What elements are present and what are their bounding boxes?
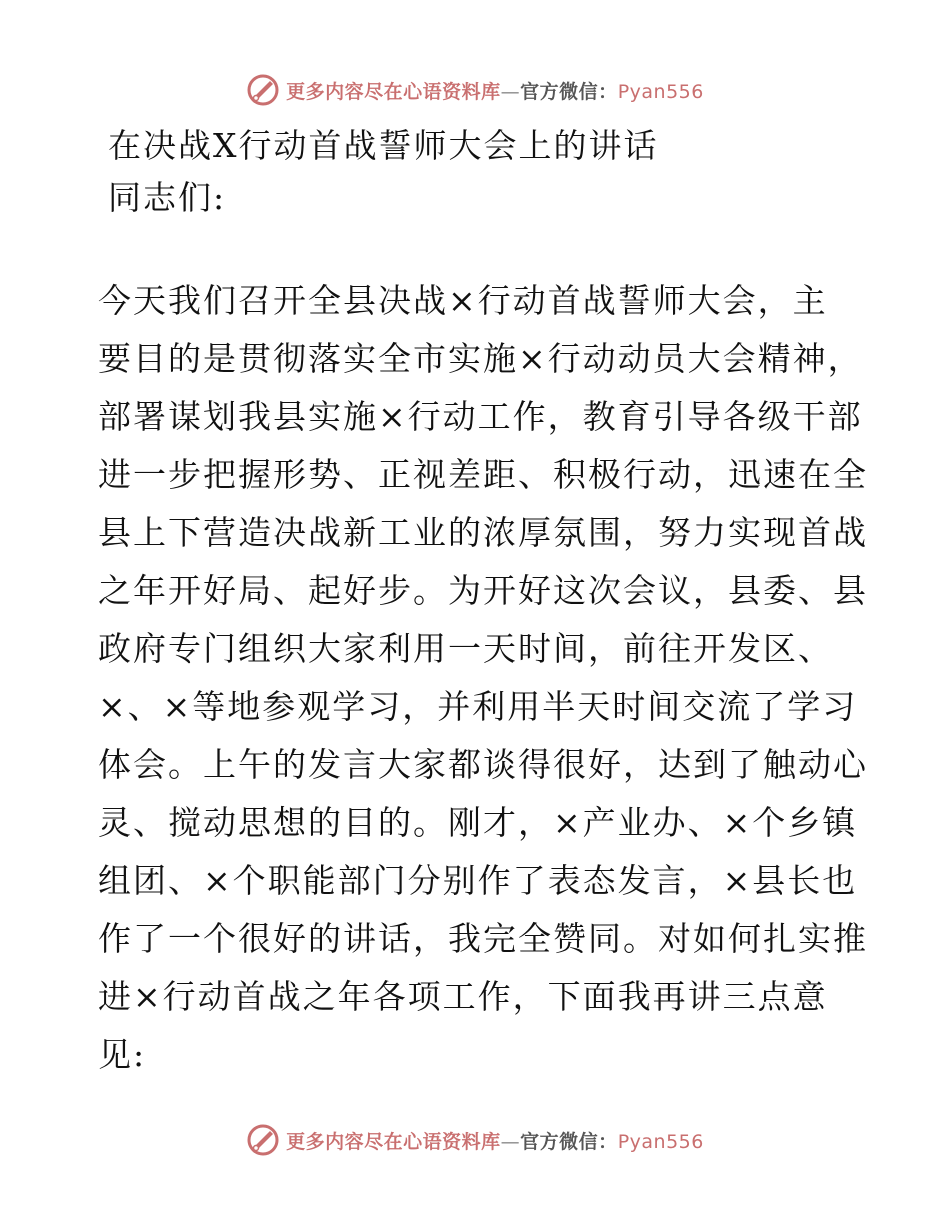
paragraph-line: 灵、搅动思想的目的。刚才，×产业办、×个乡镇: [98, 803, 858, 842]
document-title: 在决战X行动首战誓师大会上的讲话: [108, 126, 659, 165]
paragraph-line: 组团、×个职能部门分别作了表态发言，×县长也: [98, 861, 858, 900]
watermark-site: 更多内容尽在心语资料库: [286, 80, 501, 103]
paragraph-line: 进×行动首战之年各项工作，下面我再讲三点意: [98, 977, 828, 1016]
body-paragraph: [98, 272, 868, 1084]
watermark-site: 更多内容尽在心语资料库: [286, 1130, 501, 1153]
salutation: 同志们:: [108, 178, 227, 217]
watermark-text: [286, 77, 704, 104]
paragraph-line: 今天我们召开全县决战×行动首战誓师大会，主: [98, 281, 828, 320]
quill-logo-icon: [246, 1123, 280, 1157]
paragraph-line: ×、×等地参观学习，并利用半天时间交流了学习: [98, 687, 858, 726]
watermark-label: 官方微信：: [520, 1130, 618, 1153]
paragraph-line: 进一步把握形势、正视差距、积极行动，迅速在全: [98, 455, 868, 494]
paragraph-line: 体会。上午的发言大家都谈得很好，达到了触动心: [98, 745, 868, 784]
paragraph-line: 要目的是贯彻落实全市实施×行动动员大会精神，: [98, 339, 863, 378]
paragraph-line: 见:: [98, 1035, 147, 1074]
watermark-dash: —: [500, 80, 521, 103]
header-watermark-banner: [0, 70, 950, 110]
watermark-label: 官方微信：: [520, 80, 618, 103]
paragraph-line: 县上下营造决战新工业的浓厚氛围，努力实现首战: [98, 513, 868, 552]
watermark-wechat-id: Pyan556: [617, 1130, 704, 1153]
paragraph-line: 政府专门组织大家利用一天时间，前往开发区、: [98, 629, 833, 668]
watermark-text: [286, 1127, 704, 1154]
quill-logo-icon: [246, 73, 280, 107]
paragraph-line: 部署谋划我县实施×行动工作，教育引导各级干部: [98, 397, 863, 436]
paragraph-line: 之年开好局、起好步。为开好这次会议，县委、县: [98, 571, 868, 610]
watermark-dash: —: [500, 1130, 521, 1153]
paragraph-line: 作了一个很好的讲话，我完全赞同。对如何扎实推: [98, 919, 868, 958]
watermark-wechat-id: Pyan556: [617, 80, 704, 103]
footer-watermark-banner: [0, 1120, 950, 1160]
